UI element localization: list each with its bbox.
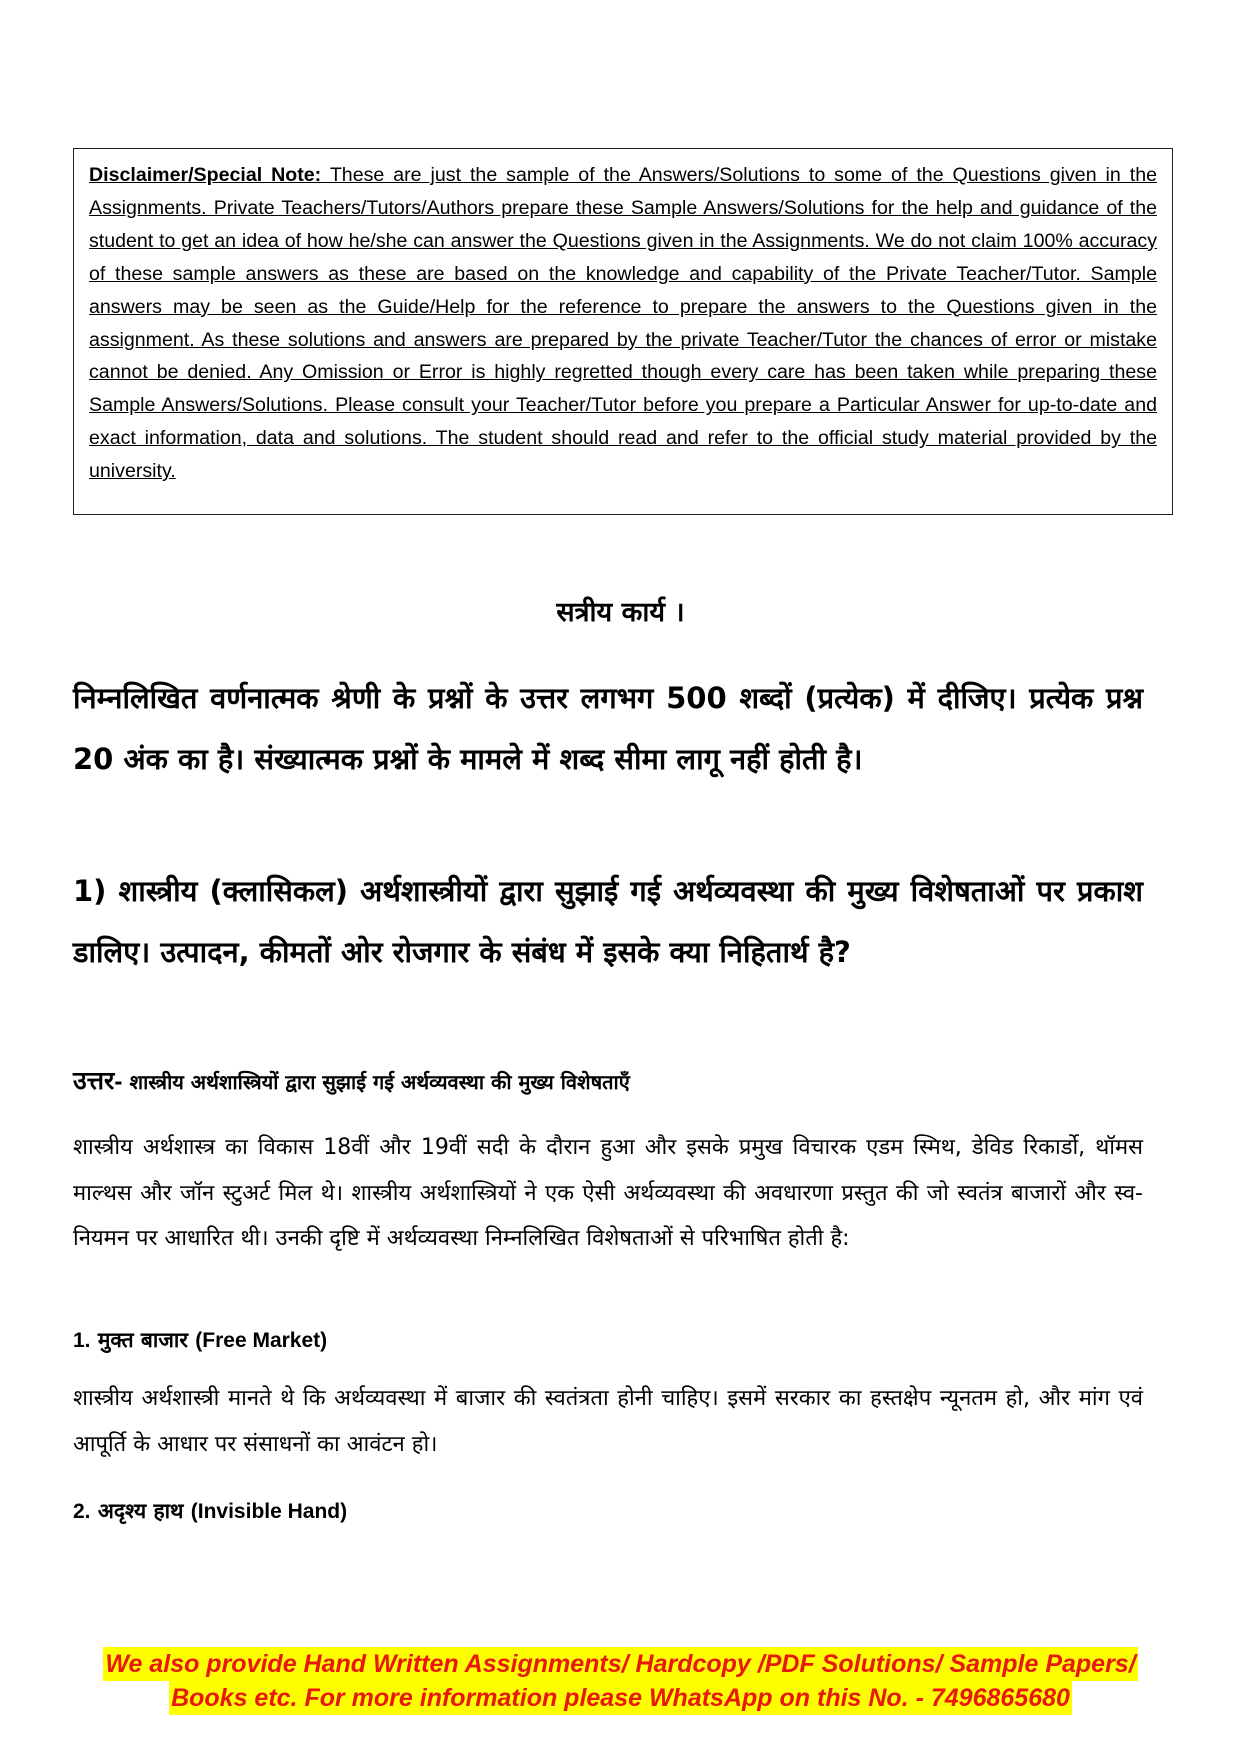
point-1-number: 1. xyxy=(73,1329,91,1352)
answer-lead: उत्तर xyxy=(73,1066,115,1095)
point-2-heading xyxy=(73,1494,1143,1529)
point-2-number: 2. xyxy=(73,1500,91,1523)
answer-intro-paragraph: शास्त्रीय अर्थशास्त्र का विकास 18वीं और 19वीं सदी के दौरान हुआ और इसके प्रमुख विचारक एडम स्मिथ, डेविड रिकार्डो, थॉमस माल्थस और जॉन स्टुअर्ट मिल थे। शास्त्रीय अर्थशास्त्रियों ने एक ऐसी अर्थव्यवस्था की अवधारणा प्रस्तुत की जो स्वतंत्र बाजारों और स्व-नियमन पर आधारित थी। उनकी दृष्टि में अर्थव्यवस्था निम्नलिखित विशेषताओं से परिभाषित होती है: xyxy=(73,1135,1143,1251)
point-1-title: मुक्त बाजार xyxy=(97,1328,188,1352)
disclaimer-label: Disclaimer/Special Note: xyxy=(89,164,322,186)
section-title: सत्रीय कार्य । xyxy=(556,597,685,628)
disclaimer-box xyxy=(73,148,1173,515)
point-1-english: (Free Market) xyxy=(195,1329,328,1352)
point-1-heading xyxy=(73,1323,1143,1358)
point-2-english: (Invisible Hand) xyxy=(190,1500,348,1523)
footer-line-1: We also provide Hand Written Assignments/ Hardcopy /PDF Solutions/ Sample Papers/ xyxy=(103,1647,1137,1681)
footer-promo xyxy=(0,1647,1241,1715)
footer-line-2: Books etc. For more information please WhatsApp on this No. - 7496865680 xyxy=(169,1681,1072,1715)
question-1: 1) शास्त्रीय (क्लासिकल) अर्थशास्त्रीयों द्वारा सुझाई गई अर्थव्यवस्था की मुख्य विशेषताओं पर प्रकाश डालिए। उत्पादन, कीमतों ओर रोजगार के संबंध में इसके क्या निहितार्थ है? xyxy=(73,874,1143,969)
point-1-body: शास्त्रीय अर्थशास्त्री मानते थे कि अर्थव्यवस्था में बाजार की स्वतंत्रता होनी चाहिए। इसमें सरकार का हस्तक्षेप न्यूनतम हो, और मांग एवं आपूर्ति के आधार पर संसाधनों का आवंटन हो। xyxy=(73,1386,1143,1457)
instructions-text: निम्नलिखित वर्णनात्मक श्रेणी के प्रश्नों के उत्तर लगभग 500 शब्दों (प्रत्येक) में दीजिए। प्रत्येक प्रश्न 20 अंक का है। संख्यात्मक प्रश्नों के मामले में शब्द सीमा लागू नहीं होती है। xyxy=(73,681,1143,776)
answer-heading xyxy=(73,1063,1143,1100)
point-2-title: अदृश्य हाथ xyxy=(97,1499,184,1523)
disclaimer-text: These are just the sample of the Answers/Solutions to some of the Questions given in the Assignments. Private Teachers/Tutors/Authors prepare these Sample Answers/Solutions for the help and guidance of the student to get an idea of how he/she can answer the Questions given in the Assignments. We do not claim 100% accuracy of these sample answers as these are based on the knowledge and capability of the Private Teacher/Tutor. Sample answers may be seen as the Guide/Help for the reference to prepare the answers to the Questions given in the assignment. As these solutions and answers are prepared by the private Teacher/Tutor the chances of error or mistake cannot be denied. Any Omission or Error is highly regretted though every care has been taken while preparing these Sample Answers/Solutions. Please consult your Teacher/Tutor before you prepare a Particular Answer for up-to-date and exact information, data and solutions. The student should read and refer to the official study material provided by the university. xyxy=(89,164,1158,483)
answer-heading-text: - शास्त्रीय अर्थशास्त्रियों द्वारा सुझाई गई अर्थव्यवस्था की मुख्य विशेषताएँ xyxy=(114,1070,630,1094)
